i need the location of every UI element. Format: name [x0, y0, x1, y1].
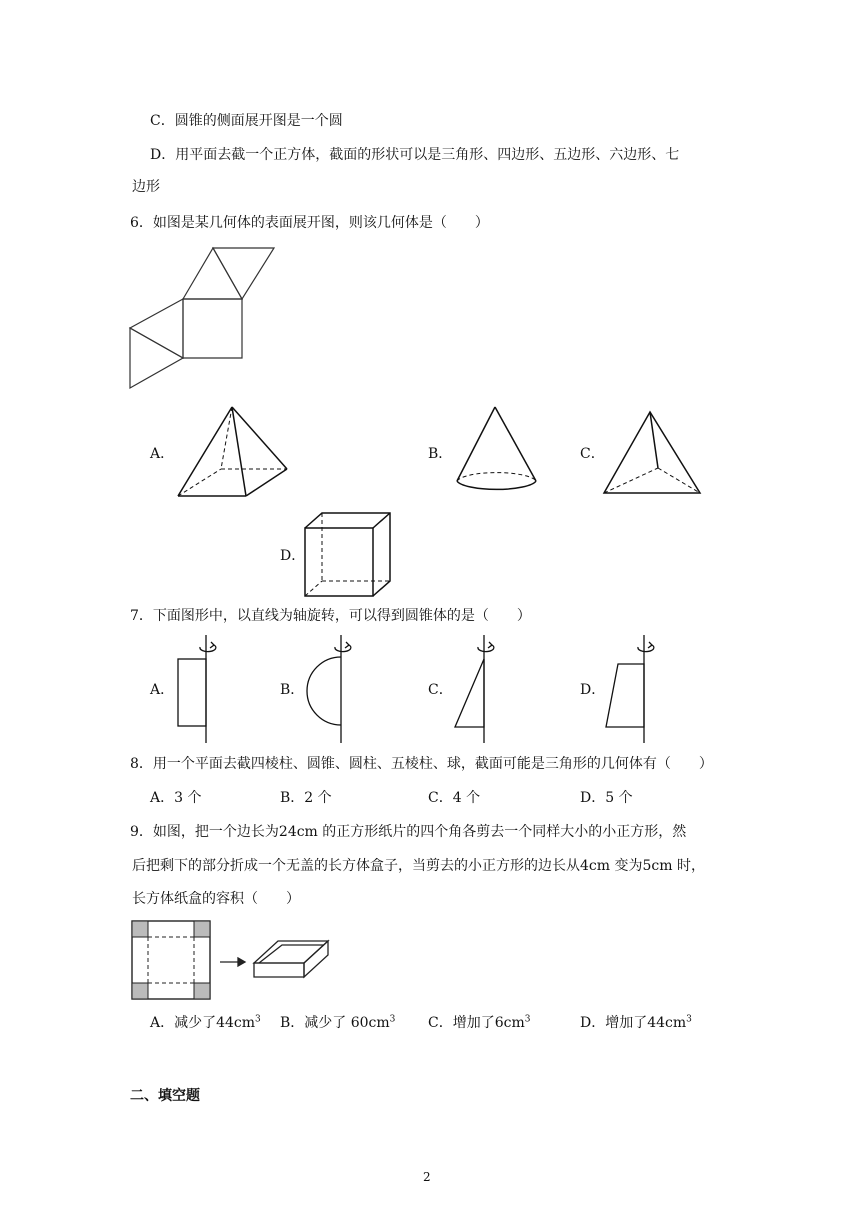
q5-option-c: C．圆锥的侧面展开图是一个圆 — [150, 113, 343, 129]
q9-box-folding-figure — [128, 918, 363, 1003]
q9-option-b: B．减少了 $60cm^3$ — [280, 1014, 396, 1031]
q9-stem-line1: 9．如图，把一个边长为24cm 的正方形纸片的四个角各剪去一个同样大小的小正方形，然 — [130, 824, 687, 840]
q6-net-figure — [125, 243, 280, 393]
section-heading-fill-in: 二、填空题 — [130, 1088, 200, 1104]
q9-stem-line3: 长方体纸盒的容积（ ） — [132, 891, 300, 907]
q6-option-a-label: A． — [150, 446, 175, 462]
square-sheet-with-cut-corners — [132, 921, 210, 999]
q7-option-b-label: B． — [280, 682, 305, 698]
q8-option-a: A．3 个 — [150, 790, 202, 806]
page-number: 2 — [423, 1170, 431, 1184]
q8-option-d: D．5 个 — [580, 790, 633, 806]
q7-option-c-triangle-axis — [450, 633, 500, 745]
q7-option-b-semicircle-axis — [295, 633, 355, 745]
right-arrow — [220, 958, 245, 966]
net-square — [183, 299, 242, 358]
q5-option-d-line1: D．用平面去截一个正方体，截面的形状可以是三角形、四边形、五边形、六边形、七 — [150, 147, 680, 163]
q8-stem: 8．用一个平面去截四棱柱、圆锥、圆柱、五棱柱、球，截面可能是三角形的几何体有（ ） — [130, 756, 713, 772]
q6-stem: 6．如图是某几何体的表面展开图，则该几何体是（ ） — [130, 215, 489, 231]
open-box — [254, 941, 328, 977]
q6-option-c-label: C． — [580, 446, 605, 462]
q6-option-a-square-pyramid — [170, 403, 295, 503]
q7-stem: 7．下面图形中，以直线为轴旋转，可以得到圆锥体的是（ ） — [130, 608, 531, 624]
net-left-triangle-2 — [130, 328, 183, 388]
q6-option-b-label: B． — [428, 446, 453, 462]
q5-option-d-line2: 边形 — [132, 179, 160, 195]
q7-option-a-label: A． — [150, 682, 175, 698]
q7-option-c-label: C． — [428, 682, 453, 698]
q6-option-c-tetrahedron — [600, 408, 705, 498]
net-top-triangle-1 — [183, 248, 242, 299]
q7-option-d-label: D． — [580, 682, 606, 698]
q8-option-c: C．4 个 — [428, 790, 481, 806]
q6-option-d-cube — [300, 508, 400, 603]
q9-option-c: C．增加了$6cm^3$ — [428, 1014, 531, 1031]
q7-option-d-trapezoid-axis — [600, 633, 660, 745]
q9-option-d: D．增加了$44cm^3$ — [580, 1014, 692, 1031]
q7-option-a-rectangle-axis — [170, 633, 220, 745]
net-left-triangle-1 — [130, 299, 183, 358]
q6-option-d-label: D． — [280, 548, 306, 564]
net-top-triangle-2 — [213, 248, 274, 299]
q9-stem-line2: 后把剩下的部分折成一个无盖的长方体盒子，当剪去的小正方形的边长从4cm 变为5cm 时， — [132, 858, 705, 874]
q9-option-a: A．减少了$44cm^3$ — [150, 1014, 261, 1031]
q8-option-b: B．2 个 — [280, 790, 332, 806]
q6-option-b-cone — [450, 403, 545, 498]
